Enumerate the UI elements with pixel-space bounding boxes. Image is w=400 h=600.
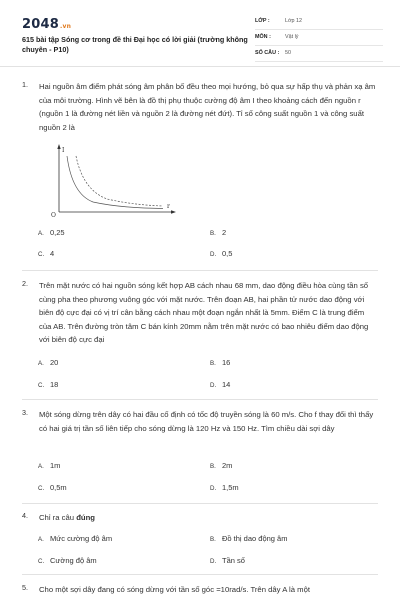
option-c[interactable] [38, 483, 67, 492]
option-letter: A. [38, 536, 44, 543]
option-text: 1m [50, 461, 61, 470]
option-letter: C. [38, 558, 45, 565]
option-text: Mức cường độ âm [50, 534, 113, 543]
option-b[interactable] [210, 358, 230, 367]
option-d[interactable] [210, 380, 230, 389]
option-d[interactable] [210, 249, 232, 258]
page-header [0, 0, 400, 67]
option-letter: D. [210, 485, 217, 492]
option-b[interactable] [210, 534, 287, 543]
option-c[interactable] [38, 380, 58, 389]
x-axis-label: r [167, 203, 170, 210]
question-number: 2. [22, 279, 28, 288]
option-letter: A. [38, 230, 44, 237]
option-text: 4 [50, 249, 55, 258]
origin-label: O [51, 212, 56, 218]
option-text: 16 [222, 358, 231, 367]
question-text: Trên mặt nước có hai nguồn sóng kết hợp AB cách nhau 68 mm, dao động điều hòa cùng tần số cùng pha theo phương vuông góc với mặt nước. Trên đoạn AB, hai phần tử nước dao động với biên độ cực đại có vị trí cân bằng cách nhau một đoạn ngắn nhất là 5mm. Điểm C là trung điểm của AB. Trên đường tròn tâm C bán kính 20mm nằm trên mặt nước có bao nhiêu điểm dao động với biên độ cực đại [39, 281, 369, 344]
option-letter: B. [210, 360, 216, 367]
meta-key: MÔN : [255, 34, 271, 40]
logo-text: 2048 [22, 17, 59, 32]
option-text: Cường độ âm [50, 556, 97, 565]
option-letter: B. [210, 230, 216, 237]
x-axis-arrow-icon [171, 210, 176, 213]
option-letter: D. [210, 251, 217, 258]
curve-source-2 [76, 156, 163, 206]
option-a[interactable] [38, 534, 112, 543]
option-a[interactable] [38, 228, 65, 237]
question-text-prefix: Chỉ ra câu [39, 513, 77, 522]
option-letter: B. [210, 536, 216, 543]
question-4 [22, 511, 380, 525]
divider [22, 270, 378, 271]
meta-value: Vật lý [285, 34, 299, 40]
option-letter: A. [38, 360, 44, 367]
y-axis-arrow-icon [57, 144, 60, 149]
option-text: 1,5m [222, 483, 239, 492]
meta-value: 50 [285, 50, 291, 56]
site-logo[interactable] [22, 17, 71, 32]
option-a[interactable] [38, 461, 60, 470]
option-letter: D. [210, 558, 217, 565]
question-2 [22, 279, 380, 351]
option-text: 14 [222, 380, 231, 389]
option-letter: C. [38, 382, 45, 389]
question-number: 1. [22, 80, 28, 89]
question-text [39, 511, 377, 525]
option-text: 0,5 [222, 249, 233, 258]
option-d[interactable] [210, 483, 239, 492]
option-letter: B. [210, 463, 216, 470]
question-5 [22, 583, 380, 597]
option-c[interactable] [38, 249, 54, 258]
option-c[interactable] [38, 556, 97, 565]
meta-row-count [255, 46, 383, 62]
question-number: 5. [22, 583, 28, 592]
option-b[interactable] [210, 228, 226, 237]
option-text: 0,25 [50, 228, 65, 237]
option-text: 0,5m [50, 483, 67, 492]
option-text: Tần số [222, 556, 245, 565]
question-3 [22, 408, 380, 450]
option-b[interactable] [210, 461, 232, 470]
option-d[interactable] [210, 556, 245, 565]
logo-suffix: .vn [59, 23, 72, 30]
meta-value: Lớp 12 [285, 18, 303, 24]
option-letter: C. [38, 485, 45, 492]
option-a[interactable] [38, 358, 58, 367]
option-text: Đồ thị dao động âm [222, 534, 288, 543]
divider [22, 399, 378, 400]
option-letter: C. [38, 251, 45, 258]
question-text-emphasis: đúng [76, 513, 95, 522]
meta-info [255, 14, 383, 62]
option-text: 2m [222, 461, 233, 470]
divider [22, 574, 378, 575]
option-text: 18 [50, 380, 59, 389]
option-text: 20 [50, 358, 59, 367]
divider [22, 503, 378, 504]
option-letter: A. [38, 463, 44, 470]
meta-key: SỐ CÂU : [255, 50, 280, 56]
meta-row-class [255, 14, 383, 30]
question-text: Cho một sợi dây đang có sóng dừng với tần số góc =10rad/s. Trên dây A là một [39, 585, 310, 594]
option-letter: D. [210, 382, 217, 389]
option-text: 2 [222, 228, 227, 237]
question-text: Hai nguồn âm điểm phát sóng âm phân bố đều theo mọi hướng, bỏ qua sự hấp thụ và phản xạ âm của môi trường. Hình vẽ bên là đồ thị phụ thuộc cường độ âm I theo khoảng cách đến nguồn r (nguồn 1 là đường nét liền và nguồn 2 là đường nét đứt). Tỉ số công suất nguồn 1 và công suất nguồn 2 là [39, 82, 376, 132]
meta-row-subject [255, 30, 383, 46]
intensity-distance-graph [45, 142, 180, 218]
question-number: 3. [22, 408, 28, 417]
question-number: 4. [22, 511, 28, 520]
document-title: 615 bài tập Sóng cơ trong đề thi Đại học có lời giải (trường không chuyên - P10) [22, 35, 248, 54]
y-axis-label: I [62, 147, 65, 154]
meta-key: LỚP : [255, 18, 270, 24]
question-text: Một sóng dừng trên dây có hai đầu cố định có tốc độ truyền sóng là 60 m/s. Cho f thay đổi thì thấy có hai giá trị tần số liên tiếp cho sóng dừng là 120 Hz và 150 Hz. Tìm chiều dài sợi dây [39, 410, 374, 433]
